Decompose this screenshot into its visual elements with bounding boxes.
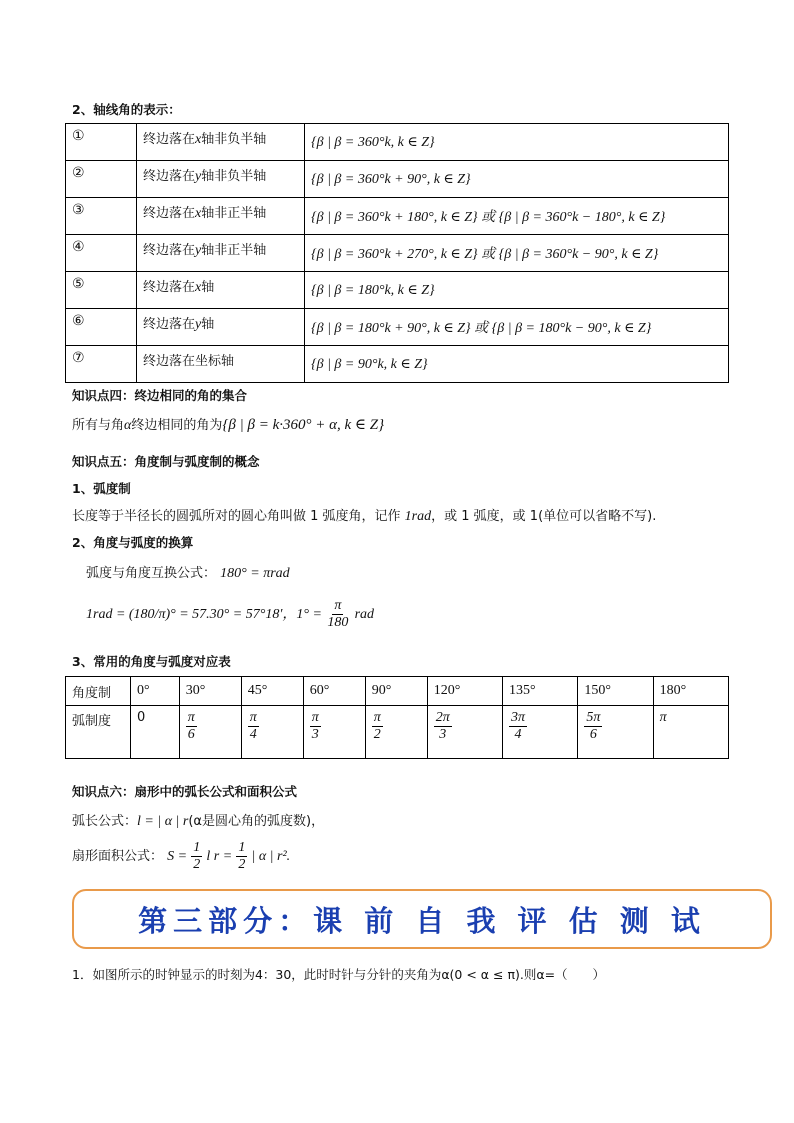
radian-den: 4 — [514, 727, 522, 742]
desc-b: 轴 — [201, 280, 215, 295]
radian-cell — [503, 706, 578, 759]
radian-fraction — [372, 710, 383, 743]
radian-num: π — [373, 710, 381, 725]
desc-b: 轴非负半轴 — [201, 169, 267, 184]
radian-definition — [72, 505, 656, 525]
area-mid: l r = — [206, 849, 233, 864]
degree-cell: 135° — [503, 677, 578, 706]
kp5-sub1: 1、弧度制 — [72, 481, 131, 496]
axis-row-set: {β | β = 180°k + 90°, k ∈ Z} 或 {β | β = 180°k − 90°, k ∈ Z} — [305, 309, 729, 346]
section2-title: 2、轴线角的表示： — [72, 102, 181, 117]
radian-cell — [365, 706, 427, 759]
conversion-formula-2 — [86, 598, 374, 631]
arc-label: 弧长公式： — [72, 814, 138, 829]
axis-var: y — [195, 169, 202, 184]
desc-a: 终边落在 — [143, 243, 196, 258]
degree-cell: 120° — [427, 677, 502, 706]
arc-length-line — [72, 810, 324, 830]
axis-row — [66, 198, 729, 235]
degree-label: 角度制 — [66, 677, 131, 706]
area-tail: | α | r². — [251, 849, 291, 864]
part3-banner — [72, 889, 772, 949]
radian-num: π — [249, 710, 257, 725]
radian-num: 5π — [586, 710, 601, 725]
radian-fraction — [584, 710, 602, 743]
axis-row-num: ⑤ — [66, 272, 137, 309]
area-half-2 — [236, 840, 247, 873]
radian-fraction — [248, 710, 259, 743]
axis-var: x — [195, 132, 202, 147]
degree-cell: 30° — [179, 677, 241, 706]
axis-row-set: {β | β = 180°k, k ∈ Z} — [305, 272, 729, 309]
radian-cell — [578, 706, 653, 759]
desc-a: 终边落在坐标轴 — [143, 354, 235, 369]
kp4-text-b: 终边相同的角为 — [131, 418, 223, 433]
kp4-alpha: α — [124, 418, 132, 433]
axis-row-num: ③ — [66, 198, 137, 235]
degree-cell: 150° — [578, 677, 653, 706]
axis-row-set: {β | β = 90°k, k ∈ Z} — [305, 346, 729, 383]
axis-row-desc — [137, 272, 305, 309]
radian-fraction — [434, 710, 452, 743]
kp4-title: 知识点四：终边相同的角的集合 — [72, 388, 248, 403]
axis-var: x — [195, 206, 202, 221]
formula2-den: 180 — [327, 615, 349, 630]
radian-den: 4 — [249, 727, 257, 742]
axis-row-desc — [137, 161, 305, 198]
radian-def-a: 长度等于半径长的圆弧所对的圆心角叫做 1 弧度角，记作 — [72, 509, 405, 524]
radian-row — [66, 706, 729, 759]
arc-note: (α是圆心角的弧度数)， — [188, 814, 325, 829]
axis-var: y — [195, 317, 202, 332]
radian-cell — [131, 706, 180, 759]
desc-b: 轴 — [201, 317, 215, 332]
formula2-num: π — [334, 598, 342, 613]
kp4-text — [72, 414, 384, 434]
area-s: S = — [167, 849, 188, 864]
axis-row — [66, 309, 729, 346]
conversion-line — [86, 562, 290, 582]
area-half-1 — [191, 840, 202, 873]
axis-row-desc — [137, 124, 305, 161]
axis-row-desc — [137, 235, 305, 272]
radian-fraction — [509, 710, 527, 743]
kp5-sub2: 2、角度与弧度的换算 — [72, 535, 194, 550]
radian-cell — [241, 706, 303, 759]
radian-label: 弧制度 — [66, 706, 131, 759]
degree-cell: 90° — [365, 677, 427, 706]
axis-row-num: ④ — [66, 235, 137, 272]
radian-num: 2π — [435, 710, 450, 725]
axis-row-set: {β | β = 360°k, k ∈ Z} — [305, 124, 729, 161]
axis-row — [66, 272, 729, 309]
half-num-2: 1 — [238, 840, 246, 855]
axis-row-num: ⑦ — [66, 346, 137, 383]
radian-num: π — [187, 710, 195, 725]
section3-title: 3、常用的角度与弧度对应表 — [72, 654, 231, 669]
axis-var: y — [195, 243, 202, 258]
desc-a: 终边落在 — [143, 169, 196, 184]
axis-row — [66, 161, 729, 198]
axis-row-set: {β | β = 360°k + 180°, k ∈ Z} 或 {β | β = 360°k − 180°, k ∈ Z} — [305, 198, 729, 235]
half-num-1: 1 — [193, 840, 201, 855]
radian-fraction — [310, 710, 321, 743]
axis-row — [66, 124, 729, 161]
radian-num: π — [311, 710, 319, 725]
radian-den: 3 — [439, 727, 447, 742]
axis-row-desc — [137, 309, 305, 346]
radian-den: 6 — [589, 727, 597, 742]
radian-def-rad: 1rad — [404, 509, 432, 524]
desc-a: 终边落在 — [143, 206, 196, 221]
kp4-formula: {β | β = k·360° + α, k ∈ Z} — [222, 417, 385, 433]
axis-row-num: ② — [66, 161, 137, 198]
conv-label: 弧度与角度互换公式： — [86, 566, 217, 581]
axis-row — [66, 235, 729, 272]
radian-den: 3 — [311, 727, 319, 742]
degree-cell: 60° — [303, 677, 365, 706]
desc-a: 终边落在 — [143, 132, 196, 147]
desc-a: 终边落在 — [143, 280, 196, 295]
arc-formula: l = | α | r — [137, 814, 189, 829]
axis-row-desc — [137, 198, 305, 235]
question-1: 1．如图所示的时钟显示的时刻为4：30，此时时针与分针的夹角为α(0 < α ≤ π).则α=（ ） — [72, 967, 606, 982]
axis-row-set: {β | β = 360°k + 90°, k ∈ Z} — [305, 161, 729, 198]
radian-value: 0 — [137, 710, 146, 725]
axis-row-desc — [137, 346, 305, 383]
kp6-title: 知识点六：扇形中的弧长公式和面积公式 — [72, 784, 298, 799]
area-label: 扇形面积公式： — [72, 849, 164, 864]
axis-row-set: {β | β = 360°k + 270°, k ∈ Z} 或 {β | β = 360°k − 90°, k ∈ Z} — [305, 235, 729, 272]
radian-den: 2 — [373, 727, 381, 742]
kp4-text-a: 所有与角 — [72, 418, 125, 433]
kp5-title: 知识点五：角度制与弧度制的概念 — [72, 454, 260, 469]
half-den-1: 2 — [193, 857, 201, 872]
part3-title: 第三部分：课 前 自 我 评 估 测 试 — [138, 903, 706, 938]
axis-angle-table — [65, 123, 729, 383]
radian-def-b: ，或 1 弧度，或 1(单位可以省略不写). — [431, 509, 657, 524]
radian-value: π — [659, 710, 667, 725]
axis-var: x — [195, 280, 202, 295]
degree-cell: 180° — [653, 677, 728, 706]
radian-cell — [303, 706, 365, 759]
desc-b: 轴非负半轴 — [201, 132, 267, 147]
radian-fraction — [186, 710, 197, 743]
axis-row — [66, 346, 729, 383]
angle-radian-table — [65, 676, 729, 759]
degree-row — [66, 677, 729, 706]
radian-cell — [179, 706, 241, 759]
degree-cell: 45° — [241, 677, 303, 706]
formula2-fraction — [325, 598, 350, 631]
radian-num: 3π — [511, 710, 526, 725]
formula2-b: rad — [354, 607, 375, 622]
desc-a: 终边落在 — [143, 317, 196, 332]
desc-b: 轴非正半轴 — [201, 206, 267, 221]
desc-b: 轴非正半轴 — [201, 243, 267, 258]
sector-area-line — [72, 840, 290, 873]
degree-cell: 0° — [131, 677, 180, 706]
conv-formula: 180° = πrad — [220, 566, 290, 581]
formula2-a: 1rad = (180/π)° = 57.30° = 57°18′，1° = — [86, 607, 326, 622]
axis-row-num: ⑥ — [66, 309, 137, 346]
radian-den: 6 — [187, 727, 195, 742]
axis-row-num: ① — [66, 124, 137, 161]
half-den-2: 2 — [238, 857, 246, 872]
radian-cell — [427, 706, 502, 759]
radian-cell — [653, 706, 728, 759]
